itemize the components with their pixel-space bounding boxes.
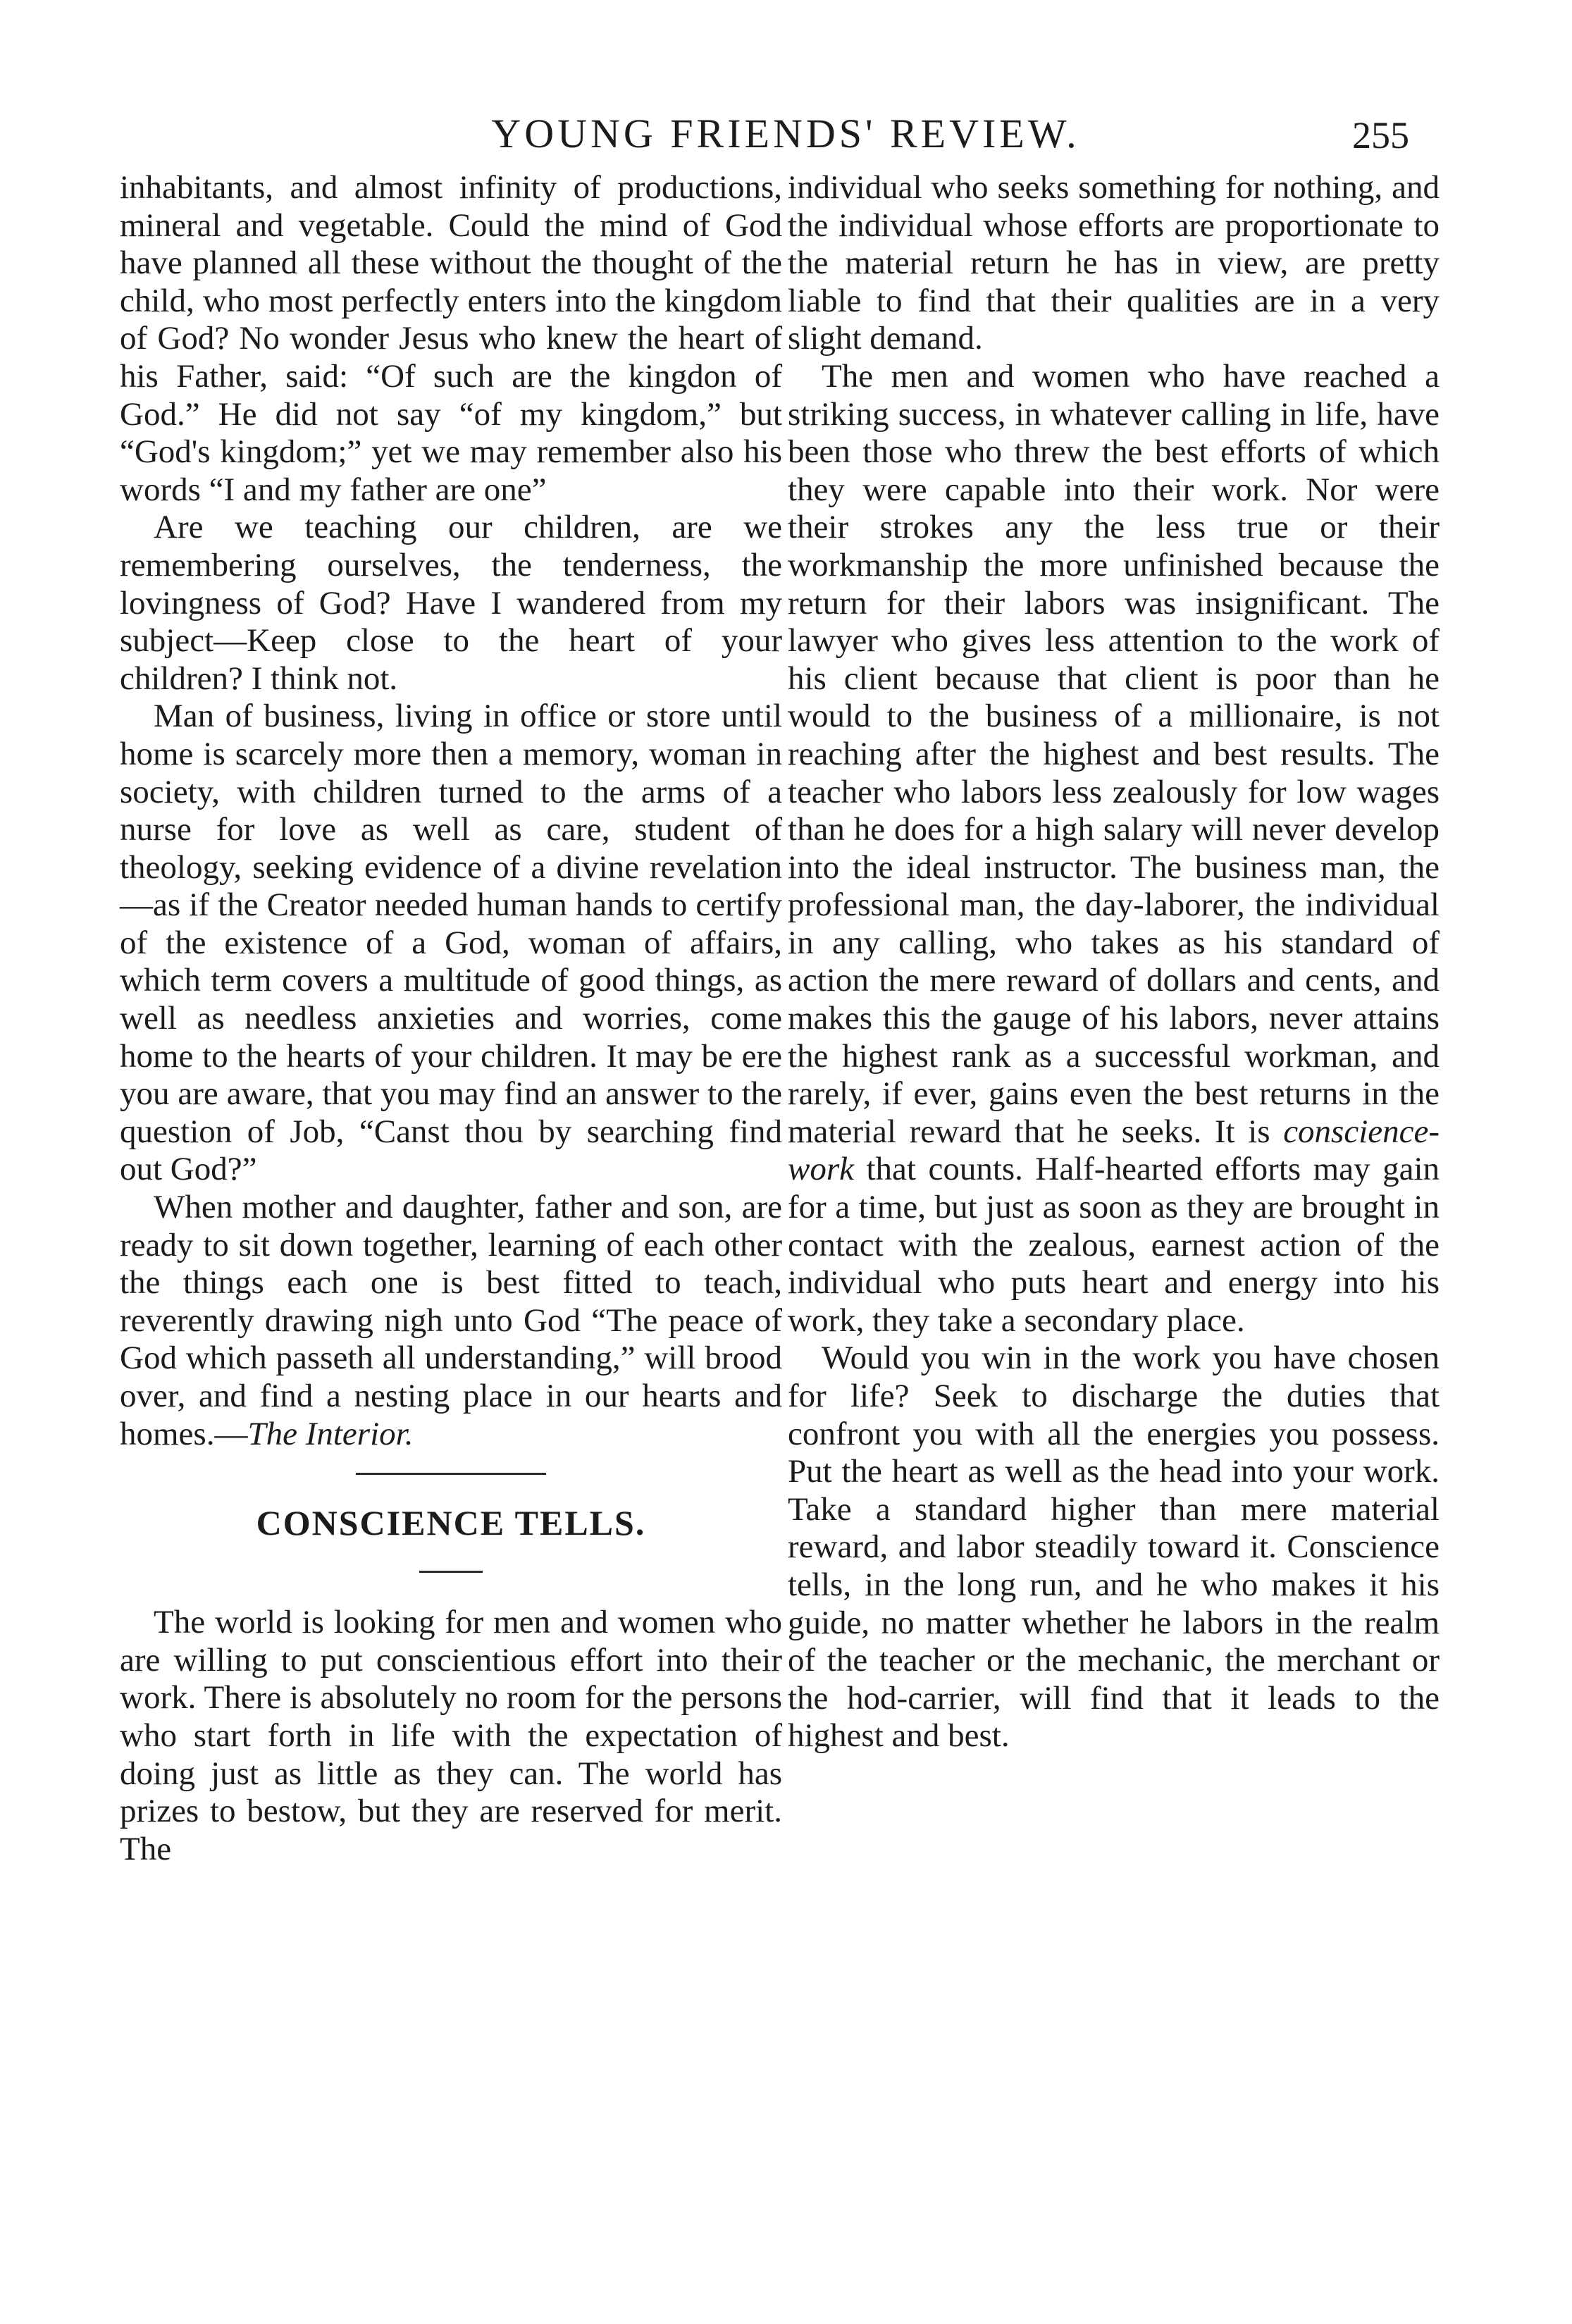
left-paragraph-4	[120, 1189, 782, 1453]
emphasis-conscience-work: conscience-work	[788, 1113, 1440, 1188]
right-paragraph-2-text-b: that counts. Half-hearted efforts may gain for a time, but just as soon as they are brought in contact with the zealous, earnest action of the individual who puts heart and energy into his work, they take a secondary place.	[788, 1151, 1440, 1339]
page-number: 255	[1352, 114, 1409, 156]
section-divider	[356, 1473, 546, 1475]
running-title: YOUNG FRIENDS' REVIEW.	[491, 111, 1080, 156]
left-paragraph-2: Are we teaching our children, are we remembering ourselves, the tenderness, the lovingness of God? Have I wandered from my subject—Keep close to the heart of your children? I think not.	[120, 509, 782, 697]
left-paragraph-5: The world is looking for men and women who are willing to put conscientious effort into their work. There is absolutely no room for the persons who start forth in life with the expectation of doing just as little as they can. The world has prizes to bestow, but they are reserved for merit. The	[120, 1604, 782, 1867]
left-paragraph-1: inhabitants, and almost infinity of productions, mineral and vegetable. Could the mind of God have planned all these without the thought of the child, who most perfectly enters into the kingdom of God? No wonder Jesus who knew the heart of his Father, said: “Of such are the kingdon of God.” He did not say “of my kingdom,” but “God's kingdom;” yet we may remember also his words “I and my father are one”	[120, 169, 782, 508]
page-header	[0, 106, 1572, 162]
section-heading: CONSCIENCE TELLS.	[256, 1503, 646, 1543]
left-column	[120, 169, 782, 1868]
source-attribution: The Interior.	[247, 1415, 414, 1452]
left-paragraph-3: Man of business, living in office or store until home is scarcely more then a memory, woman in society, with children turned to the arms of a nurse for love as well as care, student of theology, seeking evidence of a divine revelation—as if the Creator needed human hands to certify of the existence of a God, woman of affairs, which term covers a multitude of good things, as well as needless anxieties and worries, come home to the hearts of your children. It may be ere you are aware, that you may find an answer to the question of Job, “Canst thou by searching find out God?”	[120, 698, 782, 1188]
right-paragraph-2	[788, 358, 1440, 1340]
right-paragraph-3: Would you win in the work you have chosen for life? Seek to discharge the duties that confront you with all the energies you possess. Put the heart as well as the head into your work. Take a standard higher than mere material reward, and labor steadily toward it. Conscience tells, in the long run, and he who makes it his guide, no matter whether he labors in the realm of the teacher or the mechanic, the merchant or the hod-carrier, will find that it leads to the highest and best.	[788, 1340, 1440, 1755]
heading-divider	[419, 1571, 483, 1573]
right-paragraph-2-text-a: The men and women who have reached a striking success, in whatever calling in life, have been those who threw the best efforts of which they were capable into their work. Nor were their strokes any the less true or their workmanship the more unfinished because the return for their labors was insignificant. The lawyer who gives less attention to the work of his client because that client is poor than he would to the business of a millionaire, is not reaching after the highest and best results. The teacher who labors less zealously for low wages than he does for a high salary will never develop into the ideal instructor. The business man, the professional man, the day-laborer, the individual in any calling, who takes as his standard of action the mere reward of dollars and cents, and makes this the gauge of his labors, never attains the highest rank as a successful workman, and rarely, if ever, gains even the best returns in the material reward that he seeks. It is	[788, 357, 1440, 1150]
left-paragraph-4-text: When mother and daughter, father and son, are ready to sit down together, learning of each other the things each one is best fitted to teach, reverently drawing nigh unto God “The peace of God which passeth all understanding,” will brood over, and find a nesting place in our hearts and homes.—	[120, 1189, 782, 1452]
right-column	[788, 169, 1440, 1755]
right-paragraph-1: individual who seeks something for nothing, and the individual whose efforts are proportionate to the material return he has in view, are pretty liable to find that their qualities are in a very slight demand.	[788, 169, 1440, 357]
